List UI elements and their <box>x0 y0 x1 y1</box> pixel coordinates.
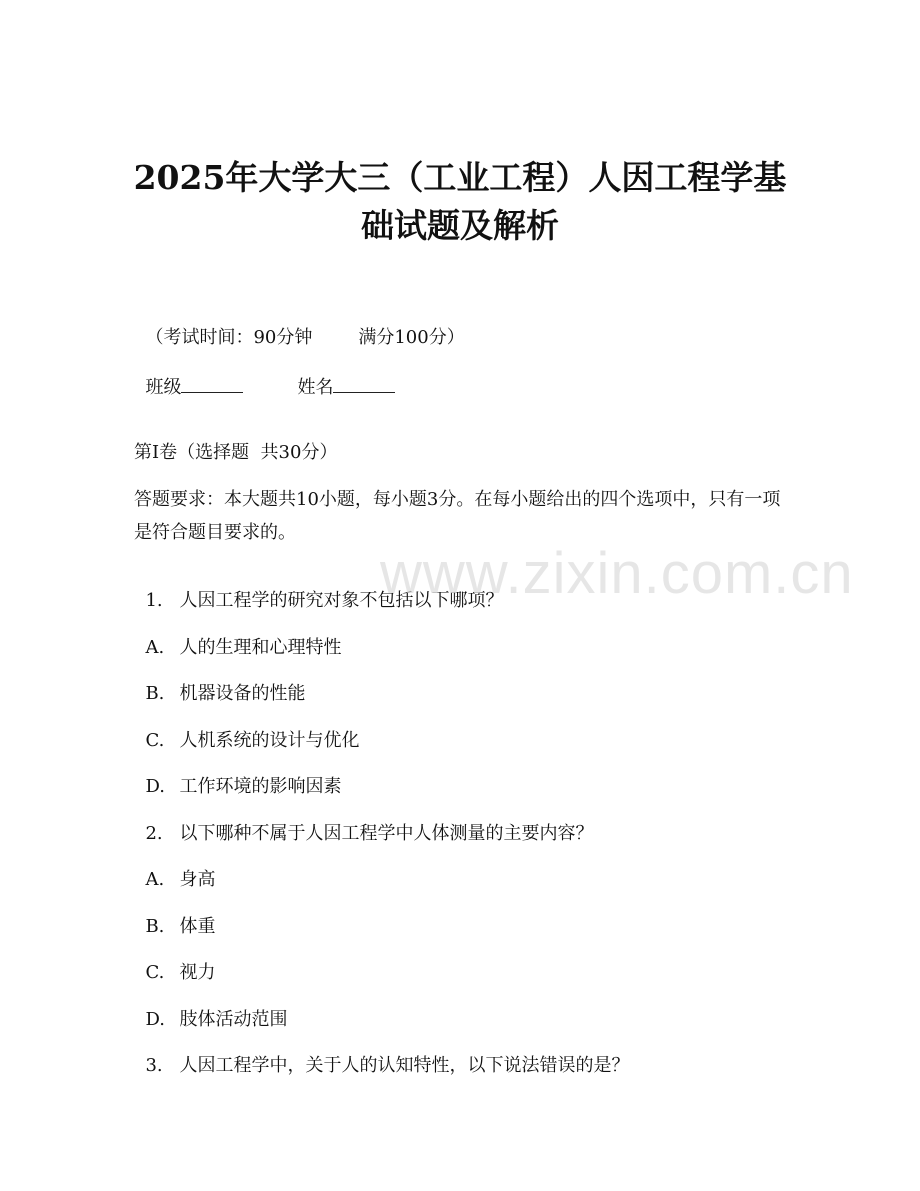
option-label: D. <box>145 776 165 797</box>
option-text: 人机系统的设计与优化 <box>179 730 360 751</box>
option-label: B. <box>145 916 165 937</box>
option-label: A. <box>145 869 165 890</box>
name-blank <box>333 374 395 393</box>
document-title-line-1: 2025年大学大三（工业工程）人因工程学基 <box>133 158 787 197</box>
class-blank <box>181 374 243 393</box>
question-2 <box>134 798 593 846</box>
option-label: C. <box>145 962 165 983</box>
watermark: www.zixin.com.cn <box>380 541 854 606</box>
option-text: 视力 <box>179 962 216 983</box>
student-info <box>134 350 395 400</box>
question-text: 人因工程学的研究对象不包括以下哪项？ <box>179 590 504 611</box>
question-text: 人因工程学中，关于人的认知特性，以下说法错误的是？ <box>179 1055 630 1076</box>
option-text: 肢体活动范围 <box>179 1009 288 1030</box>
option-label: C. <box>145 730 165 751</box>
exam-time: （考试时间：90分钟 <box>145 327 313 348</box>
section-instructions: 答题要求：本大题共10小题，每小题3分。在每小题给出的四个选项中，只有一项是符合题目要求的。 <box>134 489 781 543</box>
option-text: 机器设备的性能 <box>179 683 306 704</box>
option-1a <box>134 612 341 660</box>
name-label: 姓名 <box>297 377 334 398</box>
question-text: 以下哪种不属于人因工程学中人体测量的主要内容？ <box>179 823 594 844</box>
exam-score: 满分100分） <box>358 327 465 348</box>
option-text: 人的生理和心理特性 <box>179 637 342 658</box>
option-text: 体重 <box>179 916 216 937</box>
option-2b <box>134 891 215 939</box>
question-number: 1. <box>145 590 163 611</box>
option-label: A. <box>145 637 165 658</box>
section-header: 第I卷（选择题 共30分） <box>134 442 338 463</box>
question-3 <box>134 1030 629 1078</box>
option-2d <box>134 984 287 1032</box>
option-text: 工作环境的影响因素 <box>179 776 342 797</box>
option-1c <box>134 705 359 753</box>
class-label: 班级 <box>145 377 182 398</box>
question-number: 3. <box>145 1055 163 1076</box>
option-text: 身高 <box>179 869 216 890</box>
document-title-line-2: 础试题及解析 <box>361 206 559 245</box>
question-number: 2. <box>145 823 163 844</box>
option-1b <box>134 658 305 706</box>
exam-info <box>134 302 465 350</box>
option-2a <box>134 844 215 892</box>
option-1d <box>134 751 341 799</box>
option-label: D. <box>145 1009 165 1030</box>
option-2c <box>134 937 215 985</box>
option-label: B. <box>145 683 165 704</box>
